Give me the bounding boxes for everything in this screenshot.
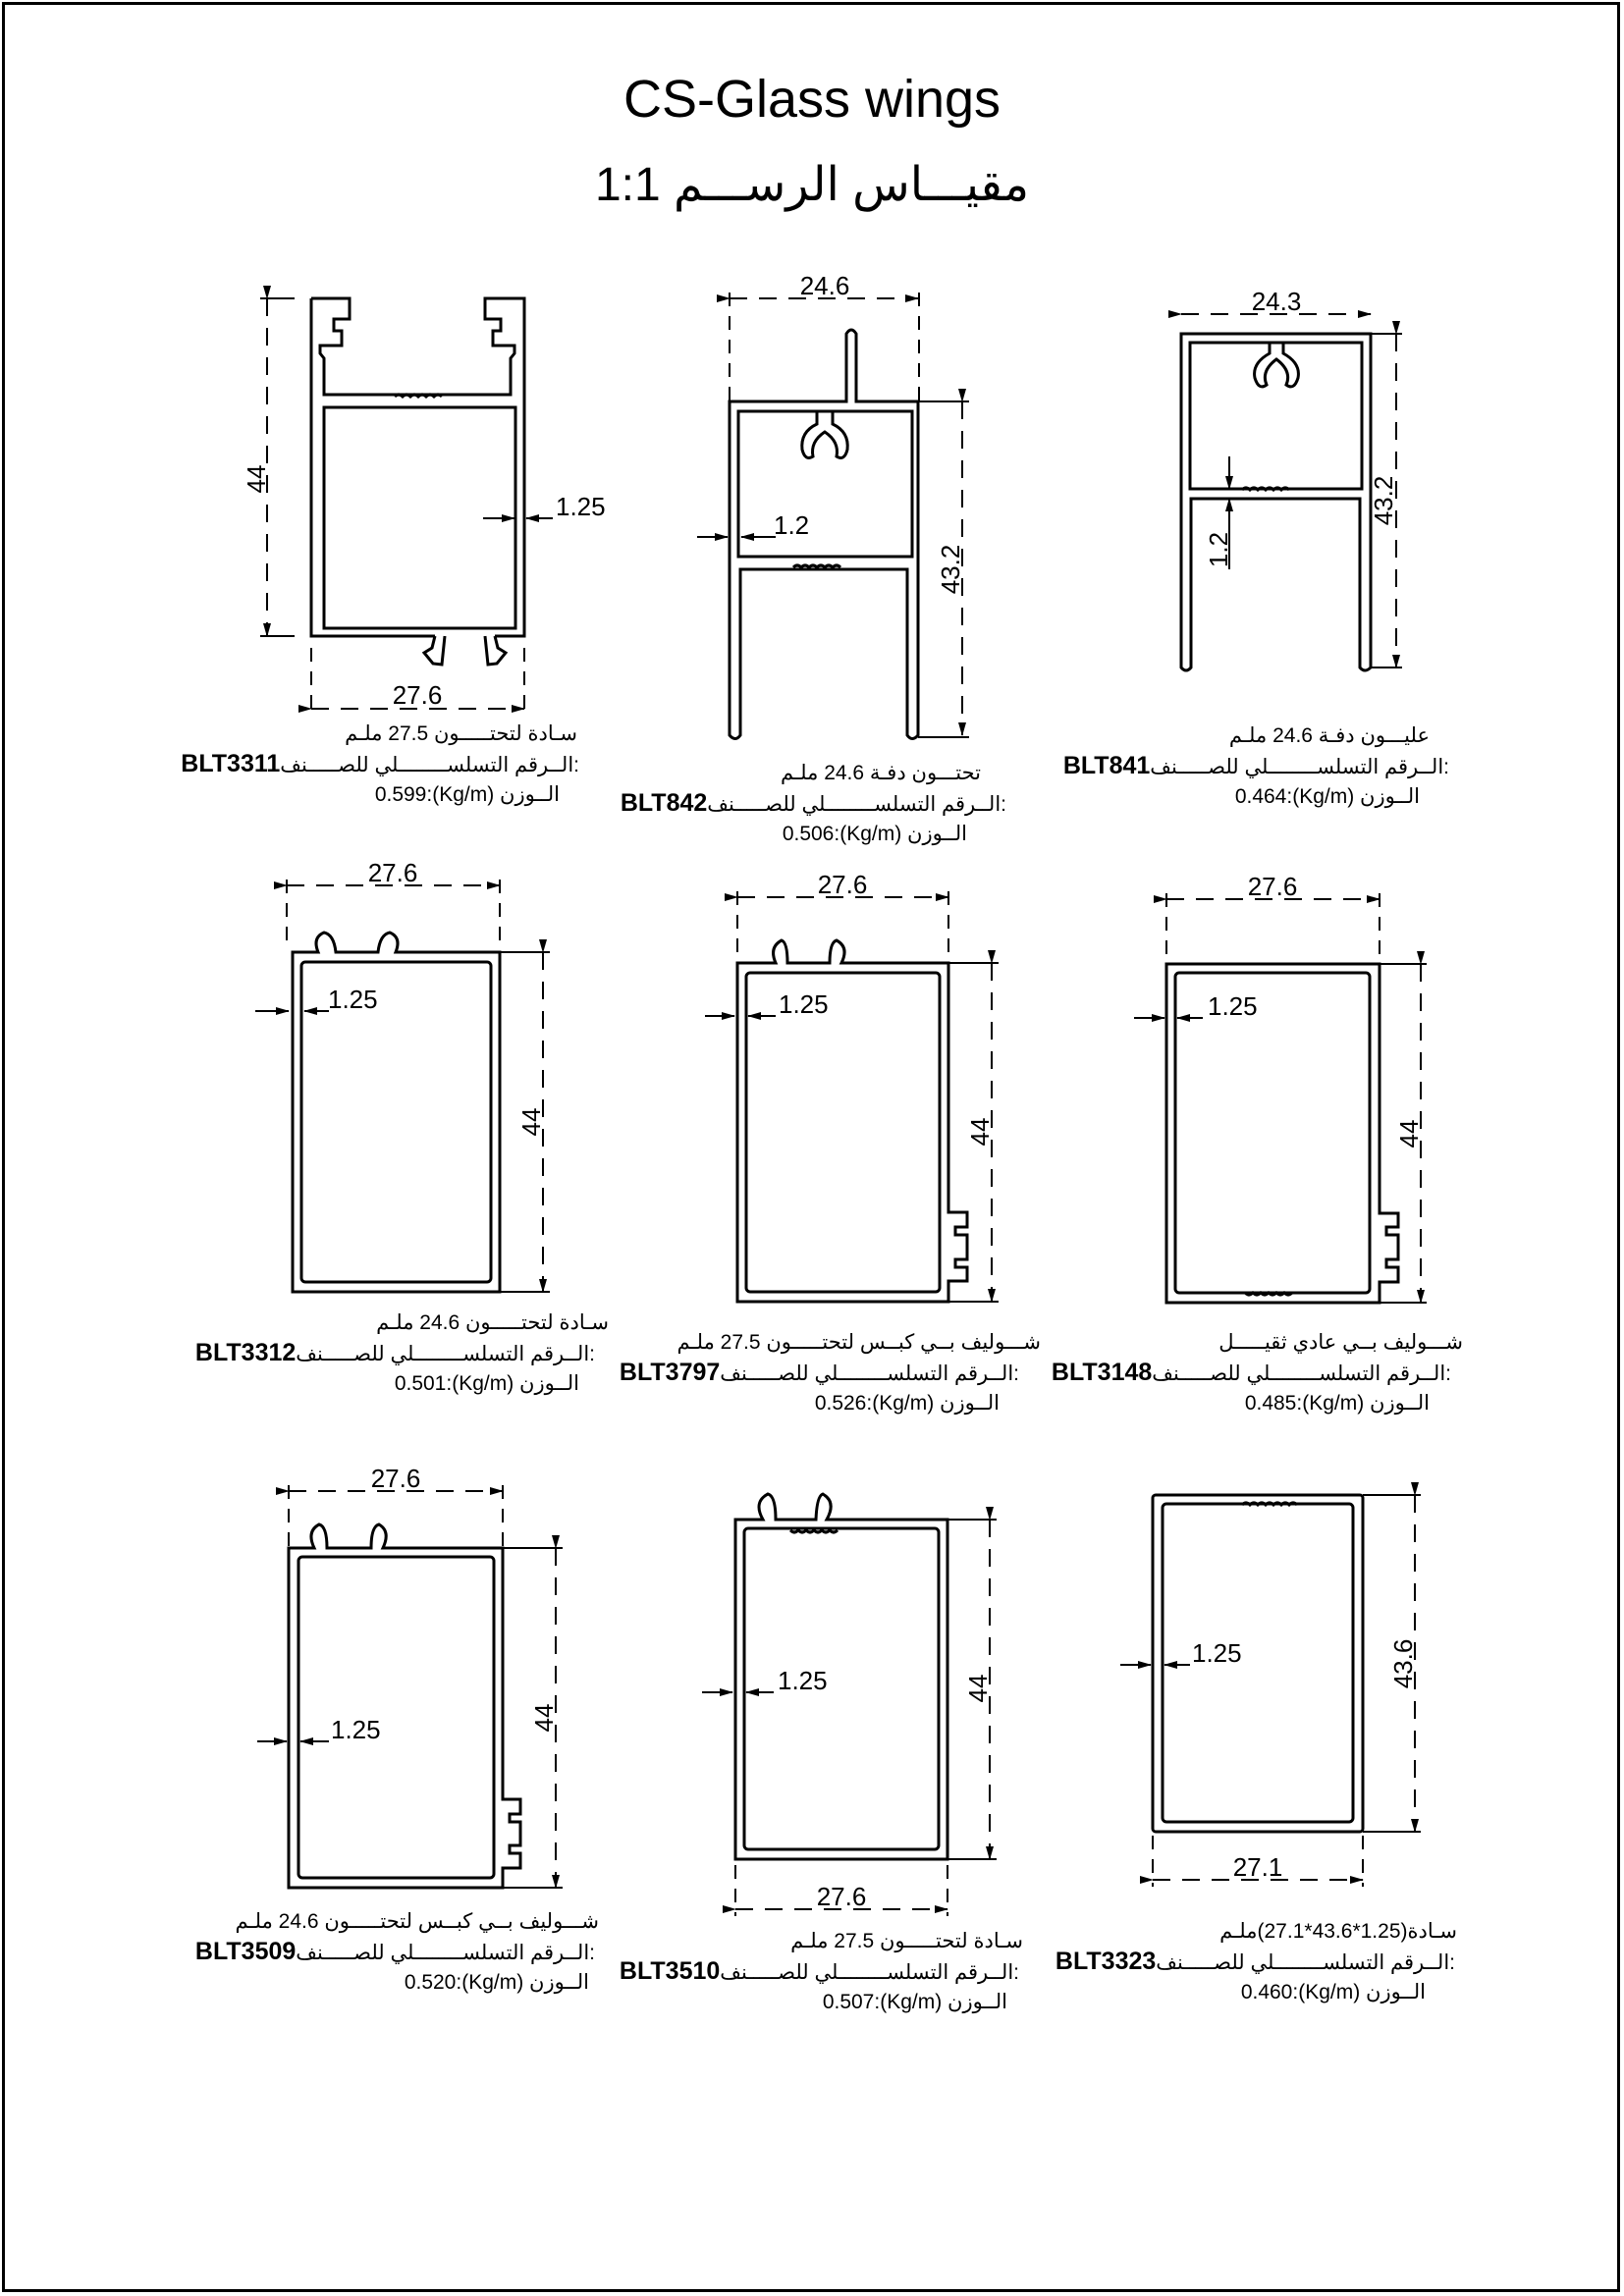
profile-inner-chamber [746,973,940,1292]
profile-weight-row [185,1369,609,1399]
weight-label: :(Kg/m) الــوزن [456,1971,589,1994]
profile-serial-row [177,1937,599,1968]
dim-thickness-label: 1.25 [778,1666,828,1695]
profile-serial-row [1041,1947,1465,1978]
dim-height-label: 43.6 [1388,1638,1418,1689]
profile-weight: 0.506 [782,823,835,845]
profile-drawing-blt3797 [705,870,999,1302]
weight-label: :(Kg/m) الــوزن [834,823,967,845]
dim-height-label: 44 [242,464,271,494]
profile-description: سـادة(1.25*43.6*27.1)ملـم [1219,1920,1457,1943]
serial-label: الــرقم التسلســــــــلي للصـــــنف: [1156,1951,1455,1974]
dim-width-label: 27.6 [392,680,443,710]
dim-thickness-label: 1.2 [774,510,810,540]
profile-weight: 0.501 [394,1372,447,1395]
dim-width-label: 27.6 [370,1464,421,1493]
dim-thickness-label: 1.25 [331,1715,381,1744]
dim-height-label: 44 [965,1117,995,1147]
profile-weight-row [157,780,579,810]
profile-caption-blt3797 [609,1328,1041,1418]
profile-drawing-blt3148 [1134,872,1427,1303]
serration [1245,1293,1292,1295]
profile-description: شـــوليف بــي كبــس لتحتـــــون 24.6 ملـم [235,1910,599,1933]
page-title: CS-Glass wings [623,70,1001,129]
profile-outline [737,940,967,1302]
profile-weight-row [604,820,1006,849]
profile-caption-blt3509 [177,1907,599,1998]
serial-label: الــرقم التسلســــــــلي للصـــــنف: [296,1942,595,1964]
serial-label: الــرقم التسلســــــــلي للصـــــنف: [720,1961,1019,1984]
dim-width-label: 27.6 [817,870,868,899]
profile-description: سـادة لتحتـــــون 27.5 ملـم [345,722,577,745]
profile-outline [1181,334,1371,670]
profile-code: BLT3148 [1051,1359,1153,1386]
bottom-clip [424,636,506,665]
profile-code: BLT3323 [1055,1948,1157,1975]
serial-label: الــرقم التسلســــــــلي للصـــــنف: [1150,756,1449,778]
profile-drawing-blt3312 [255,858,550,1292]
serial-label: الــرقم التسلســــــــلي للصـــــنف: [720,1362,1019,1385]
profile-drawing-blt3510 [702,1494,997,1916]
profile-description: عليـــون دفـة 24.6 ملـم [1228,724,1430,747]
profile-serial-row [609,1358,1041,1389]
weight-label: :(Kg/m) الــوزن [866,1392,1000,1415]
serration [1242,488,1289,490]
profile-inner-chamber [744,1528,939,1849]
profile-weight-row [1041,1978,1465,2007]
profile-drawing-blt3323 [1120,1495,1421,1887]
profile-inner-chamber [1190,343,1362,489]
profile-weight: 0.485 [1244,1392,1297,1415]
profile-caption-blt3312 [185,1308,609,1399]
serial-label: الــرقم التسلســــــــلي للصـــــنف: [1152,1362,1451,1385]
serration [793,565,840,567]
dim-thickness-label: 1.25 [779,989,829,1019]
profile-caption-blt3311 [157,720,579,810]
profile-description: سـادة لتحتـــــون 24.6 ملـم [376,1311,609,1334]
profile-outline [293,933,500,1292]
profile-serial-row [1037,751,1449,782]
dim-thickness-label: 1.25 [328,985,378,1014]
profile-weight-row [1041,1389,1465,1418]
dim-width-label: 24.3 [1251,287,1302,316]
profile-weight-row [1037,782,1449,812]
c-clip [802,412,847,457]
profile-inner-chamber [298,1557,494,1878]
dim-height-label: 43.2 [936,544,965,595]
profile-drawing-blt841 [1181,287,1402,670]
profile-description: شـــوليف بــي عادي ثقيـــــل [1218,1331,1463,1354]
dim-height-label: 44 [516,1107,546,1137]
profile-weight: 0.460 [1240,1981,1293,2003]
profile-caption-blt3148 [1041,1328,1465,1418]
profile-serial-row [607,1956,1029,1988]
profile-code: BLT842 [620,789,708,817]
weight-label: :(Kg/m) الــوزن [446,1372,579,1395]
profile-weight: 0.599 [374,783,427,806]
profile-weight-row [609,1389,1041,1418]
profile-drawing-blt3509 [257,1464,563,1888]
profile-outline [730,330,918,739]
profile-outline [311,298,524,636]
profile-weight: 0.520 [404,1971,457,1994]
profile-description: تحتـــون دفـة 24.6 ملـم [781,762,981,784]
profile-outline [1153,1495,1363,1832]
profile-drawing-blt3311 [242,298,606,717]
profile-caption-blt3510 [607,1927,1029,2017]
c-clip [1255,344,1299,387]
dim-thickness-label: 1.25 [1192,1638,1242,1668]
dim-width-label: 27.1 [1232,1852,1283,1882]
serial-label: الــرقم التسلســــــــلي للصـــــنف: [707,793,1006,816]
dim-thickness-label: 1.25 [556,492,606,521]
serration [790,1530,838,1532]
profile-serial-row [185,1338,609,1369]
dim-width-label: 24.6 [799,271,850,300]
weight-label: :(Kg/m) الــوزن [874,1991,1007,2013]
profile-outline [1166,964,1398,1303]
weight-label: :(Kg/m) الــوزن [1286,785,1420,808]
dim-thickness-label: 1.25 [1208,991,1258,1021]
profile-caption-blt841 [1037,721,1449,812]
profile-weight: 0.507 [822,1991,875,2013]
profile-inner-chamber [1175,973,1370,1293]
dim-width-label: 27.6 [1247,872,1298,901]
profile-code: BLT3797 [619,1359,721,1386]
dim-width-label: 27.6 [816,1882,867,1911]
profile-code: BLT3509 [194,1938,297,1965]
profile-caption-blt3323 [1041,1917,1465,2007]
dim-width-label: 27.6 [367,858,418,887]
dim-thickness-label: 1.2 [1204,531,1233,568]
profile-code: BLT841 [1062,752,1151,779]
weight-label: :(Kg/m) الــوزن [1292,1981,1426,2003]
dim-height-label: 44 [1394,1119,1424,1148]
profile-serial-row [604,788,1006,820]
serial-label: الــرقم التسلســــــــلي للصـــــنف: [296,1343,595,1365]
profile-weight-row [177,1968,599,1998]
profile-description: شـــوليف بــي كبــس لتحتـــــون 27.5 ملـم [677,1331,1041,1354]
profile-outline [289,1524,520,1888]
serration [395,395,442,397]
dim-height-label: 44 [529,1703,559,1733]
profile-serial-row [157,749,579,780]
profile-code: BLT3312 [194,1339,297,1366]
profile-caption-blt842 [604,759,1006,849]
profile-weight: 0.526 [814,1392,867,1415]
profile-description: سـادة لتحتـــــون 27.5 ملـم [790,1930,1023,1952]
profile-code: BLT3311 [181,750,281,777]
scale-label: مقيـــاس الرســـم 1:1 [594,159,1030,211]
serial-label: الــرقم التسلســــــــلي للصـــــنف: [280,754,579,776]
profile-weight: 0.464 [1234,785,1287,808]
weight-label: :(Kg/m) الــوزن [426,783,560,806]
weight-label: :(Kg/m) الــوزن [1296,1392,1430,1415]
dim-height-label: 43.2 [1369,475,1398,526]
profile-code: BLT3510 [619,1957,721,1985]
profile-serial-row [1041,1358,1465,1389]
profile-weight-row [607,1988,1029,2017]
profile-drawing-blt842 [697,271,969,739]
profile-outline [735,1494,947,1859]
dim-height-label: 44 [963,1674,993,1703]
